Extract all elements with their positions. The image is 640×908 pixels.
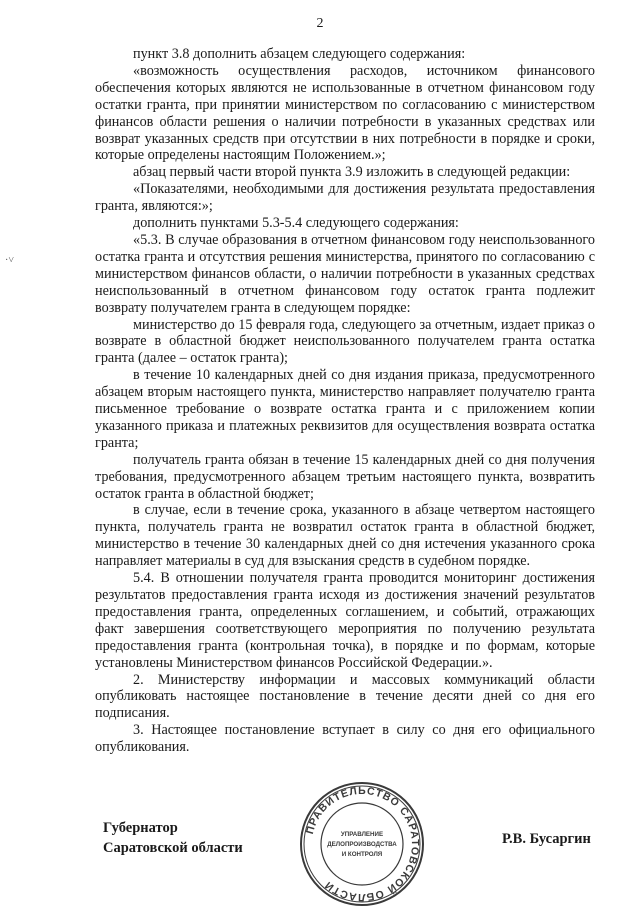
seal-inner-line1: УПРАВЛЕНИЕ (340, 831, 384, 838)
signatory-title (103, 818, 243, 858)
paragraph: 2. Министерству информации и массовых коммуникаций области опубликовать настоящее постановление в течение десяти дней со дня его подписания. (95, 671, 595, 722)
paragraph: в случае, если в течение срока, указанного в абзаце четвертом настоящего пункта, получатель гранта не возвратил остаток гранта в областной бюджет, министерство в течение 30 календарных дней со дня истечения указанного срока направляет материалы в суд для взыскания средств в судебном порядке. (95, 502, 595, 570)
paragraph: «Показателями, необходимыми для достижения результата предоставления гранта, являются:»; (95, 181, 595, 215)
paragraph: получатель гранта обязан в течение 15 календарных дней со дня получения требования, предусмотренного абзацем третьим настоящего пункта, возвратить остаток гранта в областной бюджет; (95, 451, 595, 502)
page-number: 2 (316, 16, 324, 31)
paragraph: пункт 3.8 дополнить абзацем следующего содержания: (133, 46, 466, 62)
paragraph: в течение 10 календарных дней со дня издания приказа, предусмотренного абзацем вторым настоящего пункта, министерство направляет получателю гранта письменное требование о возврате остатка гранта и с приложением копии указанного приказа и платежных реквизитов для осуществления возврата остатка гранта; (95, 367, 595, 451)
paragraph: «возможность осуществления расходов, источником финансового обеспечения которых являются не использованные в отчетном финансовом году остатки гранта, при принятии министерством по согласованию с министерством финансов области решения о наличии потребности в указанных средствах или возврат указанных средств при отсутствии в них потребности в порядке и сроки, которые определены настоящим Положением.»; (95, 62, 595, 164)
signatory-title-line2: Саратовской области (103, 840, 243, 856)
margin-mark: ·˅ (5, 255, 14, 266)
paragraph: 3. Настоящее постановление вступает в силу со дня его официального опубликования. (95, 722, 595, 756)
seal-inner-line3: И КОНТРОЛЯ (341, 851, 383, 858)
paragraph: «5.3. В случае образования в отчетном финансовом году неиспользованного остатка гранта и отсутствия решения министерства, принятого по согласованию с министерством финансов области, о наличии потребности в указанных средствах неиспользованный в отчетном финансовом году остаток гранта подлежит возврату получателем гранта в следующем порядке: (95, 231, 595, 316)
paragraph: министерство до 15 февраля года, следующего за отчетным, издает приказ о возврате в областной бюджет неиспользованного получателем гранта остатка гранта (далее – остаток гранта); (95, 316, 595, 367)
signatory-name: Р.В. Бусаргин (502, 831, 591, 847)
seal-inner-line2: ДЕЛОПРОИЗВОДСТВА (327, 841, 397, 848)
paragraph: 5.4. В отношении получателя гранта проводится мониторинг достижения результатов предоставления гранта исходя из достижения значений результатов предоставления гранта, определенных соглашением, и событий, отражающих факт завершения соответствующего мероприятия по получению результата предоставления гранта (контрольная точка), в порядке и по формам, которые установлены Министерством финансов Российской Федерации.». (95, 570, 595, 671)
paragraph: дополнить пунктами 5.3-5.4 следующего содержания: (133, 215, 459, 232)
document-body (95, 46, 595, 756)
official-seal-stamp (298, 780, 426, 908)
seal-outer-text: ПРАВИТЕЛЬСТВО САРАТОВСКОЙ ОБЛАСТИ (304, 784, 422, 904)
signatory-title-line1: Губернатор (103, 820, 178, 836)
paragraph: абзац первый части второй пункта 3.9 изложить в следующей редакции: (133, 164, 571, 181)
